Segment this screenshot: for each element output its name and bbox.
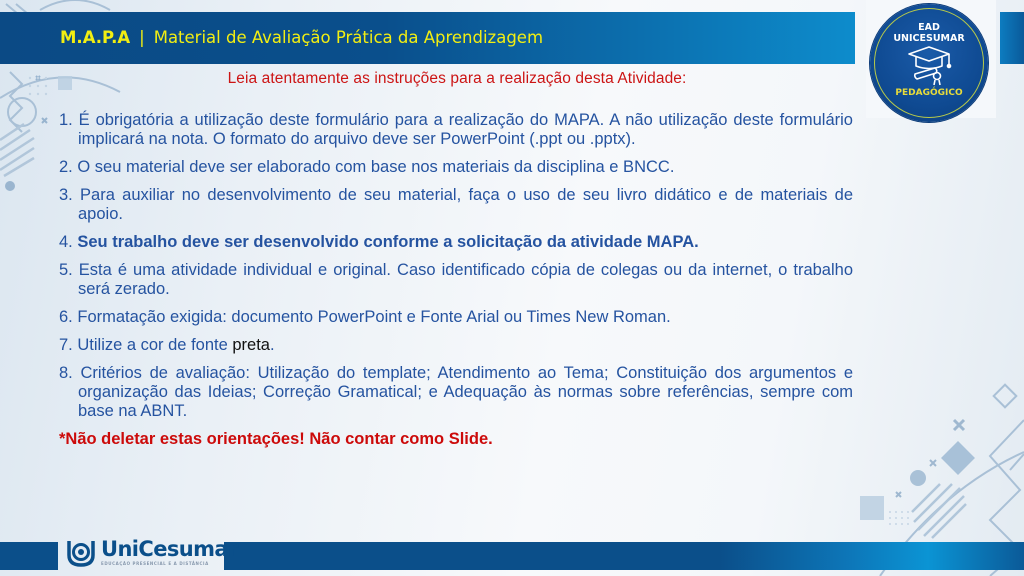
header-separator: | xyxy=(139,28,145,47)
list-item xyxy=(59,364,853,421)
item-number: 7. xyxy=(59,336,73,354)
badge-bottom-label: PEDAGÓGICO xyxy=(895,88,963,98)
item-text: Esta é uma atividade individual e original. Caso identificado cópia de colegas ou da internet, o trabalho será zerado. xyxy=(78,261,854,298)
header-bar-accent xyxy=(1000,12,1024,64)
item-text: Critérios de avaliação: Utilização do template; Atendimento ao Tema; Constituição dos argumentos e organização das Ideias; Correção Gramatical; e Adequação às normas sobre referências, sempre com base na ABNT. xyxy=(78,364,854,420)
list-item xyxy=(59,261,853,299)
footer-bar xyxy=(224,542,1024,570)
list-item xyxy=(59,158,853,177)
item-text-end: . xyxy=(269,336,275,354)
list-item xyxy=(59,308,853,327)
item-text: Formatação exigida: documento PowerPoint e Fonte Arial ou Times New Roman. xyxy=(77,308,671,326)
logo-name: UniCesumar xyxy=(101,537,238,561)
item-number: 6. xyxy=(59,308,73,326)
item-number: 8. xyxy=(59,364,73,382)
badge-line2: UNICESUMAR xyxy=(893,33,965,44)
unicesumar-logo xyxy=(66,538,238,570)
item-text: O seu material deve ser elaborado com base nos materiais da disciplina e BNCC. xyxy=(77,158,675,176)
unicesumar-logo-icon xyxy=(66,539,96,567)
item-text: Utilize a cor de fonte xyxy=(77,336,233,354)
item-text: Para auxiliar no desenvolvimento de seu material, faça o uso de seu livro didático e de materiais de apoio. xyxy=(78,186,853,223)
badge-line1: EAD xyxy=(918,22,940,33)
item-text-black: preta xyxy=(232,336,270,354)
header-brand: M.A.P.A xyxy=(60,28,131,47)
instructions-list xyxy=(59,111,853,449)
list-item xyxy=(59,233,853,252)
item-text-bold: Seu trabalho deve ser desenvolvido conforme a solicitação da atividade MAPA. xyxy=(77,233,699,251)
item-number: 2. xyxy=(59,158,73,176)
item-number: 5. xyxy=(59,261,73,279)
header-title xyxy=(60,12,543,64)
footer-bar-left xyxy=(0,542,58,570)
warning-note: *Não deletar estas orientações! Não contar como Slide. xyxy=(59,430,493,448)
item-number: 1. xyxy=(59,111,73,129)
header-subtitle: Material de Avaliação Prática da Aprendizagem xyxy=(153,28,544,47)
item-number: 4. xyxy=(59,233,73,251)
item-text: É obrigatória a utilização deste formulário para a realização do MAPA. A não utilização deste formulário implicará na nota. O formato do arquivo deve ser PowerPoint (.ppt ou .pptx). xyxy=(78,111,853,148)
list-item xyxy=(59,111,853,149)
item-number: 3. xyxy=(59,186,73,204)
instructions-heading: Leia atentamente as instruções para a realização desta Atividade: xyxy=(227,70,687,87)
logo-tagline: EDUCAÇÃO PRESENCIAL E A DISTÂNCIA xyxy=(101,561,209,566)
list-item xyxy=(59,336,853,355)
list-item xyxy=(59,186,853,224)
